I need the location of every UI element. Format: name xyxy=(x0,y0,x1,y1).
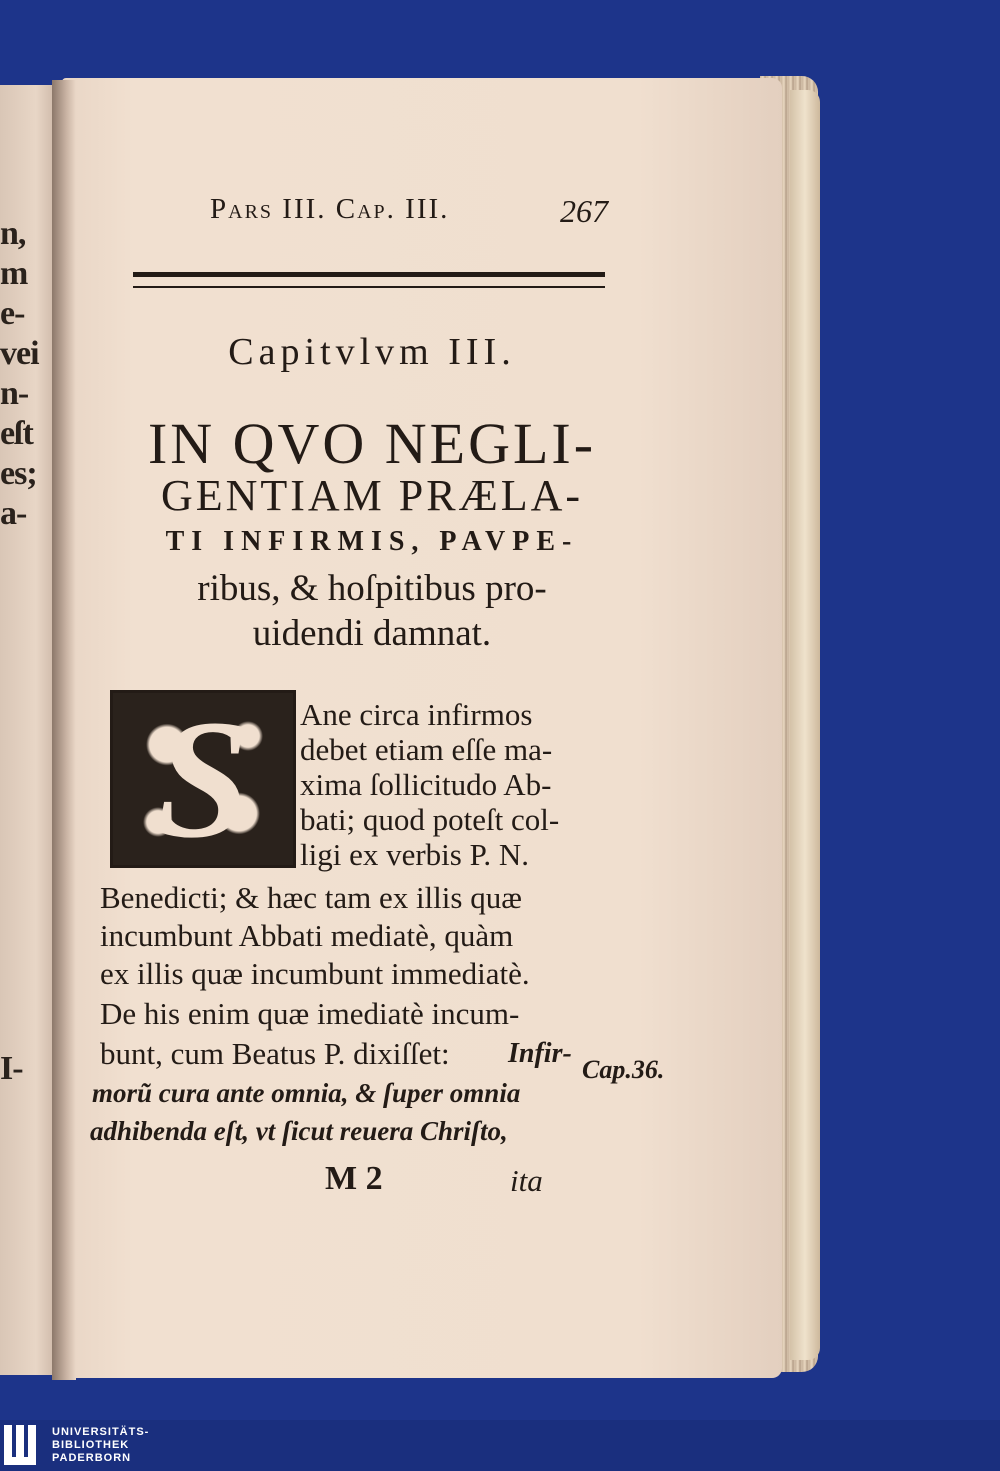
left-fragment: I- xyxy=(0,1050,23,1087)
body-line: Benedicti; & hæc tam ex illis quæ xyxy=(100,880,522,915)
body-line: bunt, cum Beatus P. dixiſſet: xyxy=(100,1036,450,1071)
body-line: ex illis quæ incumbunt immediatè. xyxy=(100,956,530,991)
heading-line: GENTIAM PRÆLA- xyxy=(160,471,584,520)
heading-line: uidendi damnat. xyxy=(252,613,492,654)
header-rule xyxy=(133,272,605,288)
left-fragment: a- xyxy=(0,495,27,532)
left-fragment: n, xyxy=(0,215,26,252)
previous-page-strip xyxy=(0,85,60,1375)
running-head: Pars III. Cap. III. xyxy=(210,193,450,225)
left-fragment: e- xyxy=(0,295,25,332)
heading-line: TI INFIRMIS, PAVPE- xyxy=(165,526,579,557)
library-logo-icon xyxy=(4,1425,44,1465)
body-line: debet etiam eſſe ma- xyxy=(300,732,553,767)
body-line: Ane circa infirmos xyxy=(300,697,533,732)
book-cover-edge xyxy=(790,90,820,1360)
body-line: De his enim quæ imediatè incum- xyxy=(100,996,520,1031)
initial-letter: S xyxy=(155,685,251,873)
left-fragment: m xyxy=(0,255,28,292)
left-fragment: eſt xyxy=(0,415,33,452)
body-line: bati; quod poteſt col- xyxy=(300,802,560,837)
logo-line: UNIVERSITÄTS- xyxy=(52,1426,150,1438)
heading-line: IN QVO NEGLI- xyxy=(147,411,597,476)
catchword: ita xyxy=(510,1163,543,1198)
chapter-title: Capitvlvm III. xyxy=(228,331,516,373)
gutter-shadow xyxy=(52,80,76,1380)
body-line: xima ſollicitudo Ab- xyxy=(300,767,552,802)
left-fragment: n- xyxy=(0,375,29,412)
italic-line: adhibenda eſt, vt ſicut reuera Chriſto, xyxy=(90,1116,508,1146)
body-line: ligi ex verbis P. N. xyxy=(300,837,530,872)
heading-line: ribus, & hoſpitibus pro- xyxy=(197,568,547,609)
margin-note: Cap.36. xyxy=(582,1055,665,1084)
decorated-initial xyxy=(110,685,296,873)
italic-inline: Infir- xyxy=(508,1038,572,1069)
library-logo-text xyxy=(52,1426,149,1465)
body-line: incumbunt Abbati mediatè, quàm xyxy=(100,918,514,953)
left-fragment: vei xyxy=(0,335,39,372)
page-number: 267 xyxy=(560,193,608,229)
italic-line: morũ cura ante omnia, & ſuper omnia xyxy=(92,1078,521,1108)
logo-line: BIBLIOTHEK xyxy=(52,1439,130,1451)
left-fragment: es; xyxy=(0,455,37,492)
logo-line: PADERBORN xyxy=(52,1452,132,1464)
signature-mark: M 2 xyxy=(325,1160,383,1197)
